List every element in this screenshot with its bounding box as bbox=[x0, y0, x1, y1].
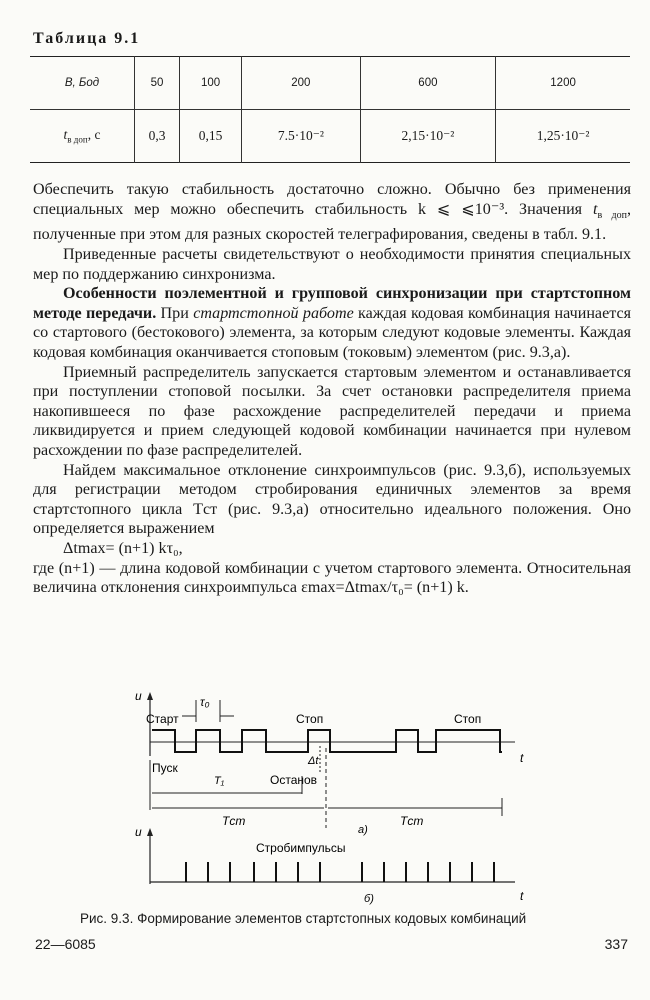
timing-diagram bbox=[110, 686, 550, 908]
label-a: a) bbox=[358, 824, 368, 836]
speed-cell: 100 bbox=[180, 57, 242, 110]
label-start: Старт bbox=[146, 712, 179, 726]
time-cell: 0,15 bbox=[180, 110, 242, 163]
label-t1: T₁ bbox=[214, 775, 225, 787]
speed-cell: 1200 bbox=[496, 57, 630, 110]
time-cell: 1,25·10⁻² bbox=[496, 110, 630, 163]
table-row-speed bbox=[30, 57, 630, 110]
row-header-time: $t_{в доп}$, с bbox=[63, 127, 101, 145]
label-delta-t: Δt bbox=[308, 755, 319, 767]
label-b: б) bbox=[364, 893, 374, 905]
row-header-speed: B, Бод bbox=[30, 57, 135, 110]
speed-table bbox=[30, 56, 630, 163]
table-row-time bbox=[30, 110, 630, 163]
time-cell: 7.5·10⁻² bbox=[242, 110, 361, 163]
arrow-u-bottom bbox=[147, 828, 153, 836]
label-u-top: u bbox=[135, 689, 142, 703]
signature-mark: 22—6085 bbox=[35, 936, 96, 952]
paragraph-6: где (n+1) — длина кодовой комбинации с учетом стартового элемента. Относительная величина отклонения синхроимпульса εmax=Δtmax/τ₀= (n+1) k. bbox=[33, 559, 631, 597]
label-tst-1: Tст bbox=[222, 814, 246, 828]
label-ostanov: Останов bbox=[270, 773, 318, 787]
time-cell: 0,3 bbox=[135, 110, 180, 163]
speed-cell: 600 bbox=[360, 57, 496, 110]
signal-waveform bbox=[152, 730, 502, 752]
label-tst-2: Tст bbox=[400, 814, 424, 828]
label-t-bottom: t bbox=[520, 889, 524, 903]
label-stop-1: Стоп bbox=[296, 712, 324, 726]
paragraph-3: Особенности поэлементной и групповой синхронизации при стартстопном методе передачи. При стартстопной работе каждая кодовая комбинация начинается со стартового (бестокового) элемента, за которым следуют кодовые элементы. Каждая кодовая комбинация оканчивается стоповым (токовым) элементом (рис. 9.3,a). bbox=[33, 285, 631, 361]
time-cell: 2,15·10⁻² bbox=[360, 110, 496, 163]
label-pusk: Пуск bbox=[152, 761, 178, 775]
paragraph-5: Найдем максимальное отклонение синхроимпульсов (рис. 9.3,б), используемых для регистрации методом стробирования единичных элементов за время стартстопного цикла Tст (рис. 9.3,a) относительно идеального положения. Оно определяется выражением bbox=[33, 461, 631, 538]
speed-cell: 200 bbox=[242, 57, 361, 110]
label-t-top: t bbox=[520, 751, 524, 765]
formula: Δtmax= (n+1) kτ₀, bbox=[63, 539, 183, 557]
paragraph-1: Обеспечить такую стабильность достаточно сложно. Обычно без применения специальных мер можно обеспечить стабильность k ⩽ ⩽10⁻³. Значения $t_{в доп}$, полученные при этом для разных скоростей телеграфирования, сведены в табл. 9.1. bbox=[33, 181, 631, 244]
label-u-bottom: u bbox=[135, 825, 142, 839]
label-tau0: τ₀ bbox=[200, 695, 210, 709]
label-stop-2: Стоп bbox=[454, 712, 482, 726]
speed-cell: 50 bbox=[135, 57, 180, 110]
label-strobe: Стробимпульсы bbox=[256, 841, 346, 855]
body-text bbox=[33, 180, 631, 598]
table-caption: Таблица 9.1 bbox=[33, 30, 141, 47]
page-number: 337 bbox=[604, 936, 628, 952]
paragraph-4: Приемный распределитель запускается стартовым элементом и останавливается при поступлении стоповой посылки. За счет остановки распределителя приема накопившееся по фазе расхождение распределителей передачи и приема ликвидируется и прием следующей кодовой комбинации начинается при нулевом расхождении по фазе распределителей. bbox=[33, 363, 631, 459]
strobe-pulses bbox=[186, 862, 494, 882]
arrow-u-top bbox=[147, 692, 153, 700]
paragraph-2: Приведенные расчеты свидетельствуют о необходимости принятия специальных мер по поддержанию синхронизма. bbox=[33, 246, 631, 283]
figure-caption: Рис. 9.3. Формирование элементов стартстопных кодовых комбинаций bbox=[80, 911, 527, 926]
